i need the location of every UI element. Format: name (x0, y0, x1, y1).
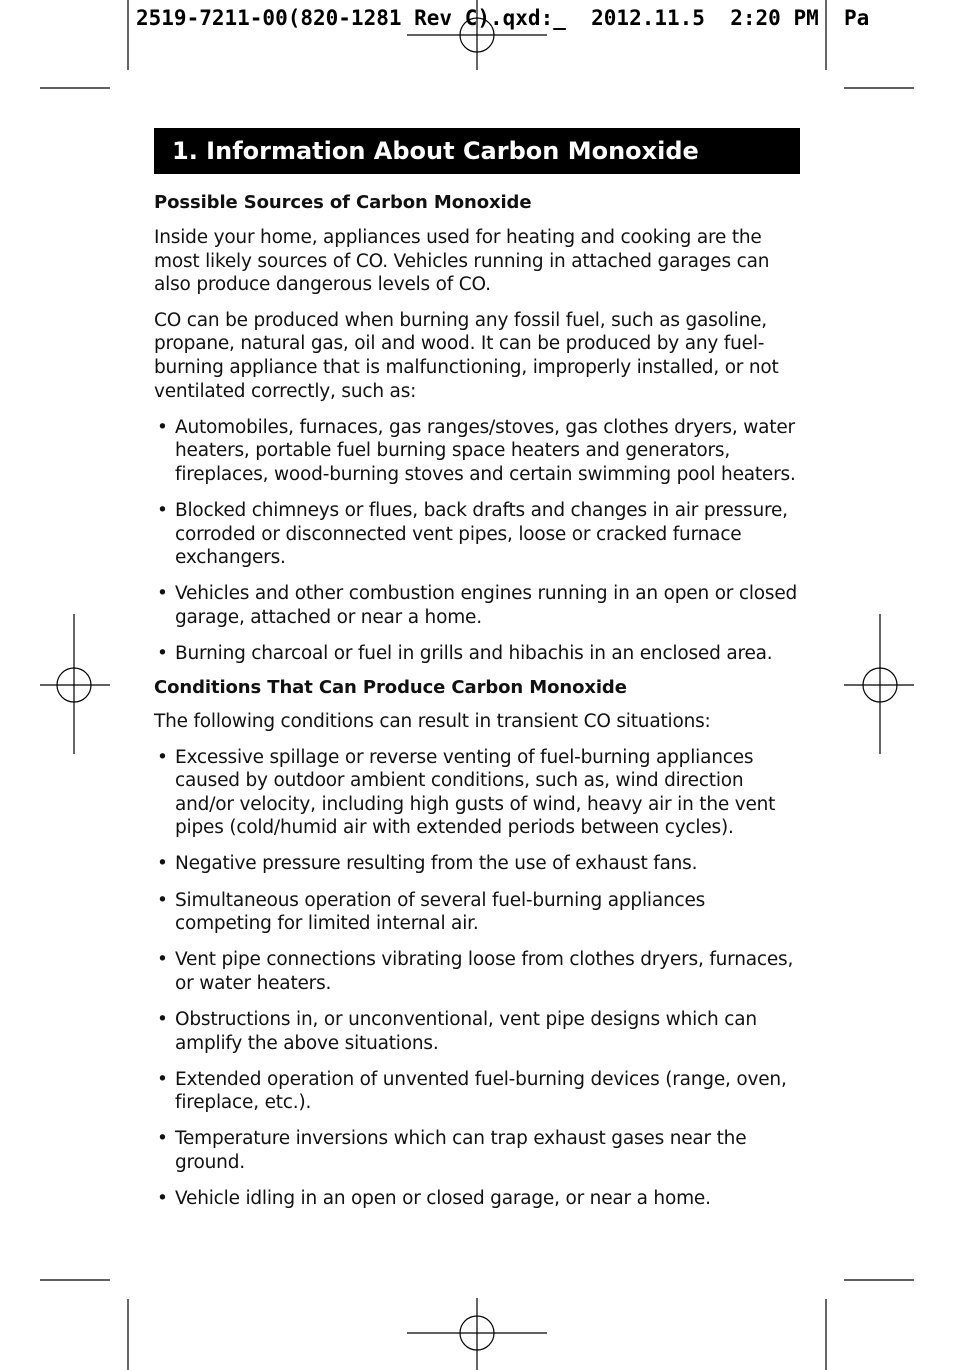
list-item: • Burning charcoal or fuel in grills and hibachis in an enclosed area. (154, 642, 800, 666)
list-item: • Temperature inversions which can trap exhaust gases near the ground. (154, 1127, 800, 1174)
list-item: • Blocked chimneys or flues, back drafts and changes in air pressure, corroded or disconnected vent pipes, loose or cracked furnace exchangers. (154, 499, 800, 570)
conditions-heading: Conditions That Can Produce Carbon Monoxide (154, 676, 627, 698)
page-content (154, 128, 800, 1211)
registration-mark-bottom (407, 1298, 547, 1370)
sources-heading: Possible Sources of Carbon Monoxide (154, 192, 532, 213)
conditions-list (154, 746, 800, 1211)
file-slug-line: 2519-7211-00(820-1281 Rev C).qxd:_ 2012.11.5 2:20 PM Pa (136, 6, 870, 30)
list-item: • Automobiles, furnaces, gas ranges/stoves, gas clothes dryers, water heaters, portable fuel burning space heaters and generators, fireplaces, wood-burning stoves and certain swimming pool heaters. (154, 416, 800, 487)
list-item: • Extended operation of unvented fuel-burning devices (range, oven, fireplace, etc.). (154, 1068, 800, 1115)
section-title: 1. Information About Carbon Monoxide (154, 128, 800, 174)
registration-mark-right (844, 614, 914, 754)
list-item: • Vent pipe connections vibrating loose from clothes dryers, furnaces, or water heaters. (154, 948, 800, 995)
list-item: • Vehicle idling in an open or closed garage, or near a home. (154, 1187, 800, 1211)
sources-list (154, 416, 800, 666)
list-item: • Excessive spillage or reverse venting of fuel-burning appliances caused by outdoor ambient conditions, such as, wind direction and/or velocity, including high gusts of wind, heavy air in the vent pipes (cold/humid air with extended periods between cycles). (154, 746, 800, 840)
conditions-intro: The following conditions can result in transient CO situations: (154, 710, 711, 732)
list-item: • Vehicles and other combustion engines running in an open or closed garage, attached or near a home. (154, 582, 800, 629)
sources-paragraph: Inside your home, appliances used for heating and cooking are the most likely sources of CO. Vehicles running in attached garages can also produce dangerous levels of CO. (154, 227, 770, 296)
list-item: • Obstructions in, or unconventional, vent pipe designs which can amplify the above situations. (154, 1008, 800, 1055)
list-item: • Simultaneous operation of several fuel-burning appliances competing for limited internal air. (154, 889, 800, 936)
sources-paragraph: CO can be produced when burning any fossil fuel, such as gasoline, propane, natural gas, oil and wood. It can be produced by any fuel-burning appliance that is malfunctioning, improperly installed, or not ventilated correctly, such as: (154, 309, 779, 402)
list-item: • Negative pressure resulting from the use of exhaust fans. (154, 852, 800, 876)
registration-mark-left (40, 614, 110, 754)
